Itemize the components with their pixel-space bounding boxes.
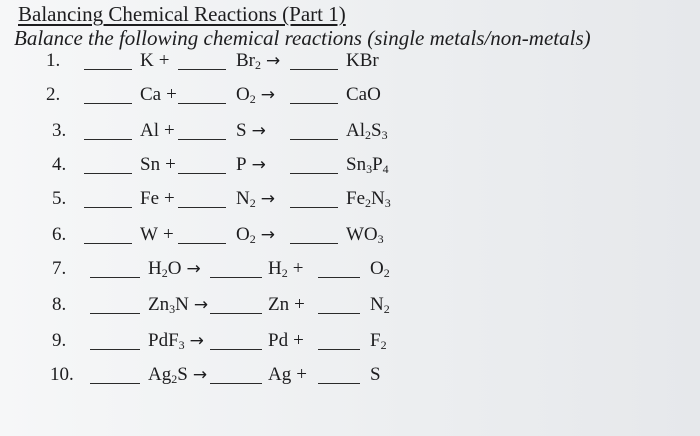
question-number: 4. xyxy=(52,154,67,175)
reaction-row xyxy=(0,328,700,358)
element-symbol: Zn xyxy=(148,294,170,315)
subscript: 3 xyxy=(178,338,185,352)
element-symbol: O xyxy=(236,84,250,105)
coefficient-blank[interactable] xyxy=(84,243,132,244)
chemical-formula xyxy=(346,50,379,72)
chemical-formula xyxy=(236,50,280,72)
chemical-formula xyxy=(140,154,176,176)
coefficient-blank[interactable] xyxy=(84,173,132,174)
coefficient-blank[interactable] xyxy=(90,313,140,314)
chemical-formula xyxy=(370,294,390,316)
element-symbol: O xyxy=(370,258,384,279)
subscript: 2 xyxy=(249,232,256,246)
chemical-formula xyxy=(268,364,307,386)
instructions: Balance the following chemical reactions (single metals/non-metals) xyxy=(14,26,591,50)
subscript: 2 xyxy=(281,266,288,280)
coefficient-blank[interactable] xyxy=(178,243,226,244)
yields-arrow: → xyxy=(260,189,275,209)
subscript: 2 xyxy=(255,58,261,72)
subscript: 3 xyxy=(169,302,176,316)
chemical-formula xyxy=(268,294,305,316)
plus-sign: + xyxy=(164,120,175,141)
reaction-row xyxy=(0,152,700,182)
subscript: 2 xyxy=(161,266,168,280)
chemical-formula xyxy=(140,188,175,210)
question-number: 5. xyxy=(52,188,67,209)
subscript: 3 xyxy=(366,162,373,176)
reaction-row xyxy=(0,256,700,286)
element-symbol: S xyxy=(177,364,188,385)
element-symbol: S xyxy=(371,120,382,141)
coefficient-blank[interactable] xyxy=(290,69,338,70)
reaction-row xyxy=(0,292,700,322)
element-symbol: Sn xyxy=(140,154,161,175)
chemical-formula xyxy=(370,364,381,386)
chemical-formula xyxy=(140,224,174,246)
element-symbol: Fe xyxy=(140,188,159,209)
yields-arrow: → xyxy=(192,365,208,385)
element-symbol: Pd xyxy=(268,330,289,351)
subscript: 2 xyxy=(249,92,256,106)
coefficient-blank[interactable] xyxy=(290,207,338,208)
plus-sign: + xyxy=(158,50,170,71)
element-symbol: Ag xyxy=(268,364,292,385)
subscript: 2 xyxy=(365,196,371,210)
element-symbol: Sn xyxy=(346,154,367,175)
coefficient-blank[interactable] xyxy=(290,243,338,244)
element-symbol: P xyxy=(236,154,247,175)
subscript: 2 xyxy=(249,196,256,210)
element-symbol: H xyxy=(148,258,162,279)
subscript: 4 xyxy=(382,162,389,176)
question-number: 6. xyxy=(52,224,67,245)
element-symbol: CaO xyxy=(346,84,381,105)
reaction-row xyxy=(0,186,700,216)
element-symbol: Ag xyxy=(148,364,172,385)
question-number: 7. xyxy=(52,258,67,279)
element-symbol: W xyxy=(140,224,158,245)
chemical-formula xyxy=(236,120,266,142)
coefficient-blank[interactable] xyxy=(210,277,262,278)
plus-sign: + xyxy=(294,294,305,315)
coefficient-blank[interactable] xyxy=(318,277,360,278)
coefficient-blank[interactable] xyxy=(84,139,132,140)
coefficient-blank[interactable] xyxy=(178,69,226,70)
chemical-formula xyxy=(148,330,204,352)
question-number: 2. xyxy=(46,84,61,105)
chemical-formula xyxy=(236,224,275,246)
chemical-formula xyxy=(346,224,384,246)
subscript: 3 xyxy=(381,128,388,142)
element-symbol: S xyxy=(236,120,247,141)
chemical-formula xyxy=(268,258,303,280)
yields-arrow: → xyxy=(186,259,201,279)
question-number: 1. xyxy=(46,50,61,71)
plus-sign: + xyxy=(166,84,177,105)
subscript: 3 xyxy=(384,196,391,210)
chemical-formula xyxy=(148,258,201,280)
chemical-formula xyxy=(140,84,177,106)
element-symbol: K xyxy=(140,50,154,71)
reaction-row xyxy=(0,82,700,112)
chemical-formula xyxy=(370,330,387,352)
element-symbol: PdF xyxy=(148,330,179,351)
page-title: Balancing Chemical Reactions (Part 1) xyxy=(18,2,346,26)
plus-sign: + xyxy=(165,154,176,175)
element-symbol: Ca xyxy=(140,84,162,105)
reaction-row xyxy=(0,118,700,148)
coefficient-blank[interactable] xyxy=(318,349,360,350)
element-symbol: Al xyxy=(140,120,159,141)
element-symbol: Fe xyxy=(346,188,365,209)
element-symbol: O xyxy=(167,258,182,279)
element-symbol: N xyxy=(175,294,189,315)
coefficient-blank[interactable] xyxy=(210,349,262,350)
chemical-formula xyxy=(236,188,275,210)
coefficient-blank[interactable] xyxy=(290,103,338,104)
coefficient-blank[interactable] xyxy=(178,139,226,140)
yields-arrow: → xyxy=(266,51,281,71)
plus-sign: + xyxy=(162,224,174,245)
coefficient-blank[interactable] xyxy=(84,69,132,70)
question-number: 8. xyxy=(52,294,67,315)
subscript: 2 xyxy=(171,372,178,386)
question-number: 9. xyxy=(52,330,67,351)
chemical-formula xyxy=(148,364,207,386)
chemical-formula xyxy=(346,188,391,210)
yields-arrow: → xyxy=(260,85,275,105)
element-symbol: N xyxy=(236,188,250,209)
chemical-formula xyxy=(346,120,388,142)
chemical-formula xyxy=(346,154,389,176)
element-symbol: N xyxy=(370,294,384,315)
plus-sign: + xyxy=(292,258,304,279)
yields-arrow: → xyxy=(251,121,266,141)
reaction-row xyxy=(0,362,700,392)
chemical-formula xyxy=(236,154,266,176)
chemical-formula xyxy=(236,84,275,106)
yields-arrow: → xyxy=(251,155,266,175)
element-symbol: Br xyxy=(236,50,255,71)
subscript: 2 xyxy=(383,266,390,280)
element-symbol: O xyxy=(236,224,250,245)
element-symbol: S xyxy=(370,364,381,385)
coefficient-blank[interactable] xyxy=(290,139,338,140)
chemical-formula xyxy=(370,258,390,280)
subscript: 2 xyxy=(383,302,390,316)
element-symbol: P xyxy=(372,154,383,175)
coefficient-blank[interactable] xyxy=(178,103,226,104)
plus-sign: + xyxy=(164,188,175,209)
coefficient-blank[interactable] xyxy=(318,383,360,384)
subscript: 3 xyxy=(377,232,384,246)
subscript: 2 xyxy=(380,338,387,352)
element-symbol: H xyxy=(268,258,282,279)
question-number: 10. xyxy=(50,364,74,385)
chemical-formula xyxy=(140,50,169,72)
coefficient-blank[interactable] xyxy=(90,277,140,278)
chemical-formula xyxy=(346,84,381,106)
coefficient-blank[interactable] xyxy=(318,313,360,314)
coefficient-blank[interactable] xyxy=(178,207,226,208)
coefficient-blank[interactable] xyxy=(210,383,262,384)
coefficient-blank[interactable] xyxy=(90,349,140,350)
coefficient-blank[interactable] xyxy=(84,103,132,104)
yields-arrow: → xyxy=(189,331,204,351)
element-symbol: Zn xyxy=(268,294,290,315)
element-symbol: N xyxy=(371,188,385,209)
coefficient-blank[interactable] xyxy=(290,173,338,174)
yields-arrow: → xyxy=(260,225,275,245)
plus-sign: + xyxy=(296,364,307,385)
coefficient-blank[interactable] xyxy=(178,173,226,174)
element-symbol: WO xyxy=(346,224,378,245)
coefficient-blank[interactable] xyxy=(210,313,262,314)
reaction-row xyxy=(0,48,700,78)
chemical-formula xyxy=(268,330,304,352)
coefficient-blank[interactable] xyxy=(84,207,132,208)
chemical-formula xyxy=(148,294,208,316)
plus-sign: + xyxy=(293,330,304,351)
element-symbol: F xyxy=(370,330,381,351)
subscript: 2 xyxy=(365,128,371,142)
coefficient-blank[interactable] xyxy=(90,383,140,384)
question-number: 3. xyxy=(52,120,67,141)
chemical-formula xyxy=(140,120,175,142)
reaction-row xyxy=(0,222,700,252)
element-symbol: Al xyxy=(346,120,365,141)
yields-arrow: → xyxy=(193,295,209,315)
element-symbol: KBr xyxy=(346,50,379,71)
